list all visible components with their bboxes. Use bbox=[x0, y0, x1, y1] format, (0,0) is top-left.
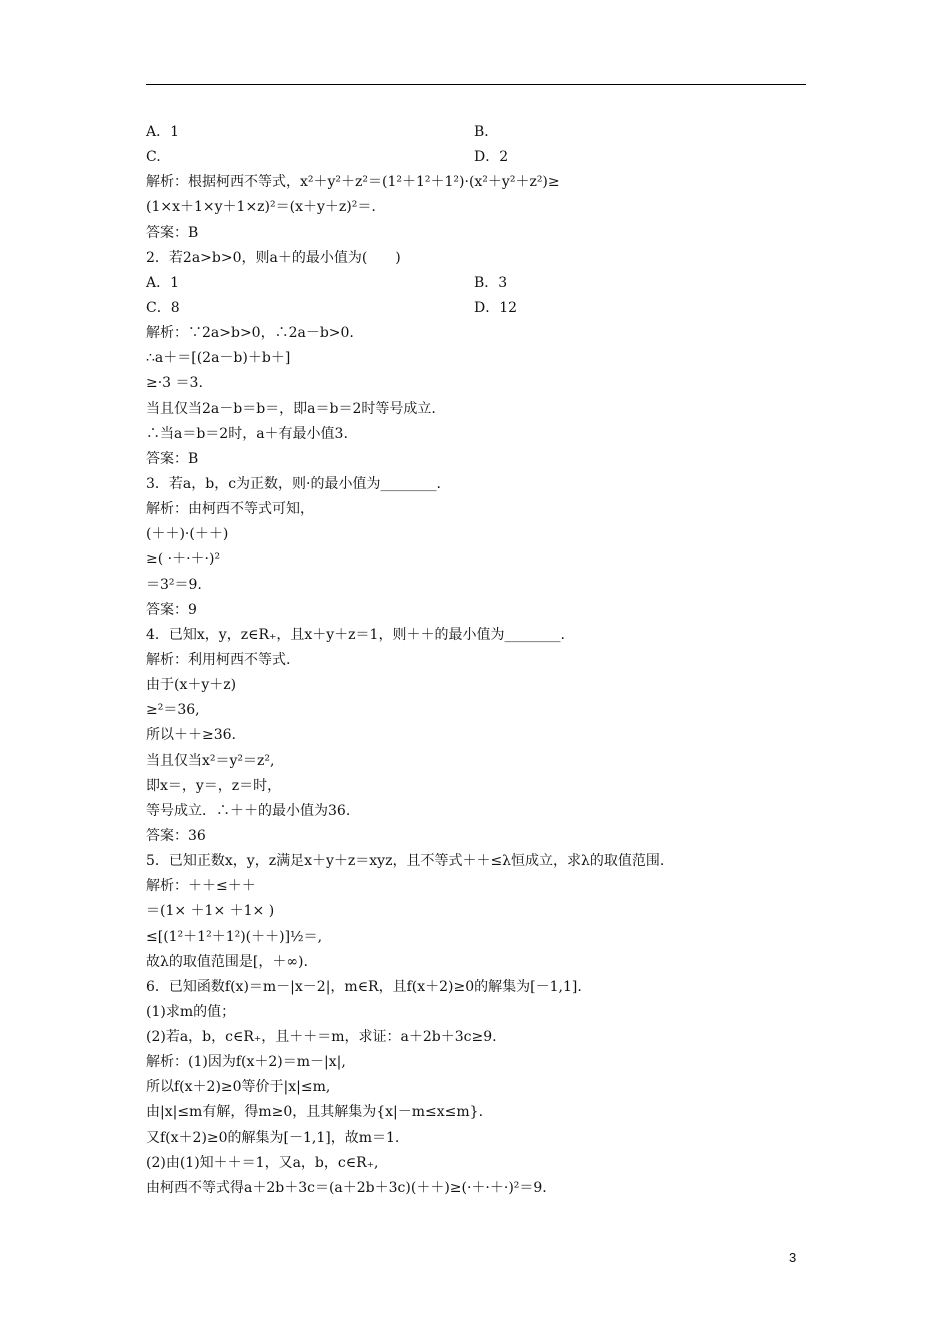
option-row bbox=[146, 271, 826, 296]
text-line: ＝3²＝9. bbox=[146, 576, 202, 593]
text-line: 6．已知函数f(x)＝m－|x－2|，m∈R，且f(x＋2)≥0的解集为[－1,1]. bbox=[146, 978, 582, 995]
text-line: 解析：利用柯西不等式. bbox=[146, 651, 291, 668]
text-line: 5．已知正数x，y，z满足x＋y＋z＝xyz，且不等式＋＋≤λ恒成立，求λ的取值范围. bbox=[146, 853, 665, 870]
text-line: 3．若a，b，c为正数，则·的最小值为________. bbox=[146, 475, 441, 492]
text-line: 等号成立．∴＋＋的最小值为36. bbox=[146, 802, 351, 819]
option-text: C．8 bbox=[146, 299, 180, 316]
option-text: D．2 bbox=[474, 149, 509, 166]
page-number: 3 bbox=[789, 1250, 797, 1265]
text-line: 答案：36 bbox=[146, 827, 206, 844]
text-line: 故λ的取值范围是[，＋∞). bbox=[146, 953, 308, 970]
option-row bbox=[146, 120, 826, 145]
text-line: 答案：B bbox=[146, 224, 199, 241]
text-line: 解析：由柯西不等式可知， bbox=[146, 501, 314, 518]
text-line: 答案：9 bbox=[146, 601, 197, 618]
text-line: 由于(x＋y＋z) bbox=[146, 677, 237, 694]
text-line: (2)若a，b，c∈R₊，且＋＋＝m，求证：a＋2b＋3c≥9. bbox=[146, 1029, 497, 1046]
option-row bbox=[146, 296, 826, 321]
text-line: (＋＋)·(＋＋) bbox=[146, 526, 229, 543]
text-line: 所以＋＋≥36. bbox=[146, 727, 236, 744]
text-line: 解析：∵2a>b>0，∴2a－b>0. bbox=[146, 325, 354, 342]
text-line: 当且仅当x²＝y²＝z², bbox=[146, 752, 275, 769]
option-row bbox=[146, 145, 826, 170]
text-line: 解析：(1)因为f(x＋2)＝m－|x|, bbox=[146, 1054, 346, 1071]
text-line: 解析：＋＋≤＋＋ bbox=[146, 878, 256, 895]
option-text: A．1 bbox=[146, 124, 180, 140]
text-line: 又f(x＋2)≥0的解集为[－1,1]，故m＝1. bbox=[146, 1129, 400, 1146]
text-line: 答案：B bbox=[146, 450, 199, 467]
text-line: ≤[(1²＋1²＋1²)(＋＋)]½＝, bbox=[146, 928, 323, 945]
text-line: 当且仅当2a－b＝b＝，即a＝b＝2时等号成立. bbox=[146, 400, 436, 417]
header-rule bbox=[146, 84, 806, 85]
text-line: ≥²＝36, bbox=[146, 702, 200, 719]
text-line: ∴当a＝b＝2时，a＋有最小值3. bbox=[146, 425, 348, 442]
text-line: 4．已知x，y，z∈R₊，且x＋y＋z＝1，则＋＋的最小值为________. bbox=[146, 626, 565, 643]
text-line: 所以f(x＋2)≥0等价于|x|≤m, bbox=[146, 1079, 331, 1096]
text-line: 由|x|≤m有解，得m≥0，且其解集为{x|－m≤x≤m}. bbox=[146, 1104, 484, 1121]
text-line: ∴a＋＝[(2a－b)＋b＋] bbox=[146, 350, 291, 367]
text-line: ≥·3 ＝3. bbox=[146, 375, 203, 392]
text-line: 解析：根据柯西不等式，x²＋y²＋z²＝(1²＋1²＋1²)·(x²＋y²＋z²)≥ bbox=[146, 174, 560, 191]
text-line: 由柯西不等式得a＋2b＋3c＝(a＋2b＋3c)(＋＋)≥(·＋·＋·)²＝9. bbox=[146, 1179, 547, 1196]
text-line: 即x＝，y＝，z＝时， bbox=[146, 777, 282, 794]
option-text: D．12 bbox=[474, 299, 518, 316]
text-line: ＝(1× ＋1× ＋1× ) bbox=[146, 903, 275, 920]
option-text: A．1 bbox=[146, 274, 180, 291]
option-text: C. bbox=[146, 149, 161, 166]
text-line: (1)求m的值； bbox=[146, 1003, 236, 1020]
text-line: (2)由(1)知＋＋＝1，又a，b，c∈R₊, bbox=[146, 1154, 379, 1171]
option-text: B．3 bbox=[474, 274, 508, 291]
text-line: (1×x＋1×y＋1×z)²＝(x＋y＋z)²＝. bbox=[146, 199, 376, 216]
text-line: ≥( ·＋·＋·)² bbox=[146, 551, 221, 568]
text-line: 2．若2a>b>0，则a＋的最小值为( ) bbox=[146, 249, 401, 266]
option-text: B． bbox=[474, 124, 499, 140]
document-body bbox=[146, 120, 826, 1201]
